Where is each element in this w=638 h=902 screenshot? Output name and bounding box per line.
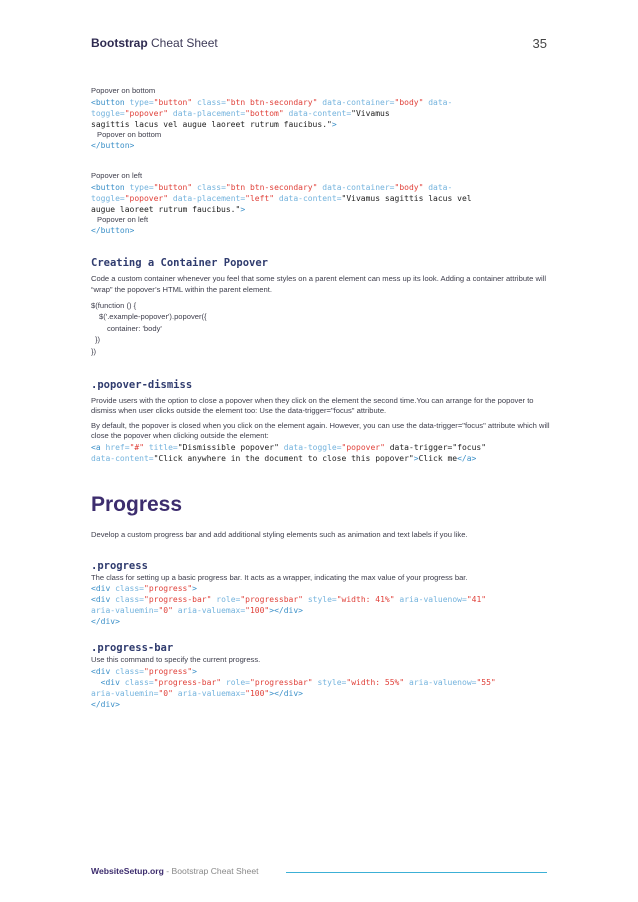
popover-dismiss-heading: .popover-dismiss [91,378,193,391]
header-brand: Bootstrap [91,36,148,50]
js-line: container: 'body' [107,323,162,333]
dismiss-content-value: Click anywhere in the document to close this popover [158,453,409,463]
progress-55-width: width: 55% [351,677,400,687]
progress-class-heading: .progress [91,559,148,572]
progress-class-desc: The class for setting up a basic progress bar. It acts as a wrapper, indicating the max value of your progress bar. [91,572,468,582]
popover-bottom-content-a: Vivamus [355,108,390,118]
page-footer [91,866,547,878]
code-popover-left: <button type="button" class="btn btn-secondary" data-container="body" data- toggle="popover" data-placement="left" data-content="Vivamus sagittis lacus vel augue laoreet rutrum faucibus."> [91,182,472,214]
progress-bar-heading: .progress-bar [91,642,174,655]
popover-left-button-text: Popover on left [97,214,149,224]
popover-left-content-b: augue laoreet rutrum faucibus. [91,204,236,214]
code-button-close: </button> [91,141,135,151]
container-popover-desc: Code a custom container whenever you feel that some styles on a parent element can mess up its look. Adding a container attribute will “wrap” the popover’s HTML within the parent element. [91,274,547,294]
popover-bottom-button-text: Popover on bottom [97,129,162,139]
footer-divider [286,872,547,873]
dismiss-link-text: Click me [418,453,458,463]
code-progress: <div class="progress"> <div class="progress-bar" role="progressbar" style="width: 41%" aria-valuenow="41" aria-valuemin="0" aria-valuemax="100"></div> </div> [91,584,487,627]
js-line: }) [91,346,97,356]
progress-41-now: 41 [471,595,482,605]
header-title: Cheat Sheet [147,36,218,50]
popover-left-content-a: Vivamus sagittis lacus vel [346,193,472,203]
progress-title: Progress [91,492,183,516]
dismiss-title-value: Dismissible popover [182,442,275,452]
js-line: $('.example-popover').popover({ [99,312,207,322]
page-header [91,36,547,54]
popover-dismiss-desc-1: Provide users with the option to close a popover when they click on the element the second time.You can arrange for the popover to dismiss when user clicks outside the element too: Use the data-trigger="focus" attribute. [91,395,534,416]
js-line: $(function () { [91,300,137,310]
page-content [91,86,551,710]
popover-bottom-content-b: sagittis lacus vel augue laoreet rutrum faucibus. [91,119,328,129]
page-number: 35 [532,36,547,51]
popover-bottom-label: Popover on bottom [91,86,156,95]
popover-dismiss-desc-2: By default, the popover is closed when you click on the element again. However, you can use the data-trigger="focus" attribute which will close the popover when clicking outside the element: [91,420,550,441]
progress-intro: Develop a custom progress bar and add additional styling elements such as animation and text labels if you like. [91,529,468,539]
footer-title: - Bootstrap Cheat Sheet [163,866,259,876]
code-progress-bar: <div class="progress"> <div class="progress-bar" role="progressbar" style="width: 55%" aria-valuenow="55" aria-valuemin="0" aria-valuemax="100"></div> </div> [91,666,496,709]
footer-brand: WebsiteSetup.org [91,866,164,876]
progress-bar-desc: Use this command to specify the current progress. [91,655,261,665]
js-line: }) [95,335,101,345]
code-button-close: </button> [91,226,135,236]
container-popover-heading: Creating a Container Popover [91,257,269,270]
progress-55-now: 55 [481,677,491,687]
code-popover-dismiss: <a href="#" title="Dismissible popover" data-toggle="popover" data-trigger="focus" data-content="Click anywhere in the document to close this popover">Click me</a> [91,442,487,463]
popover-left-label: Popover on left [91,171,143,181]
code-popover-bottom: <button type="button" class="btn btn-secondary" data-container="body" data- toggle="popover" data-placement="bottom" data-content="Vivamus sagittis lacus vel augue laoreet rutrum faucibus."> [91,97,453,129]
progress-41-width: width: 41% [341,595,390,605]
